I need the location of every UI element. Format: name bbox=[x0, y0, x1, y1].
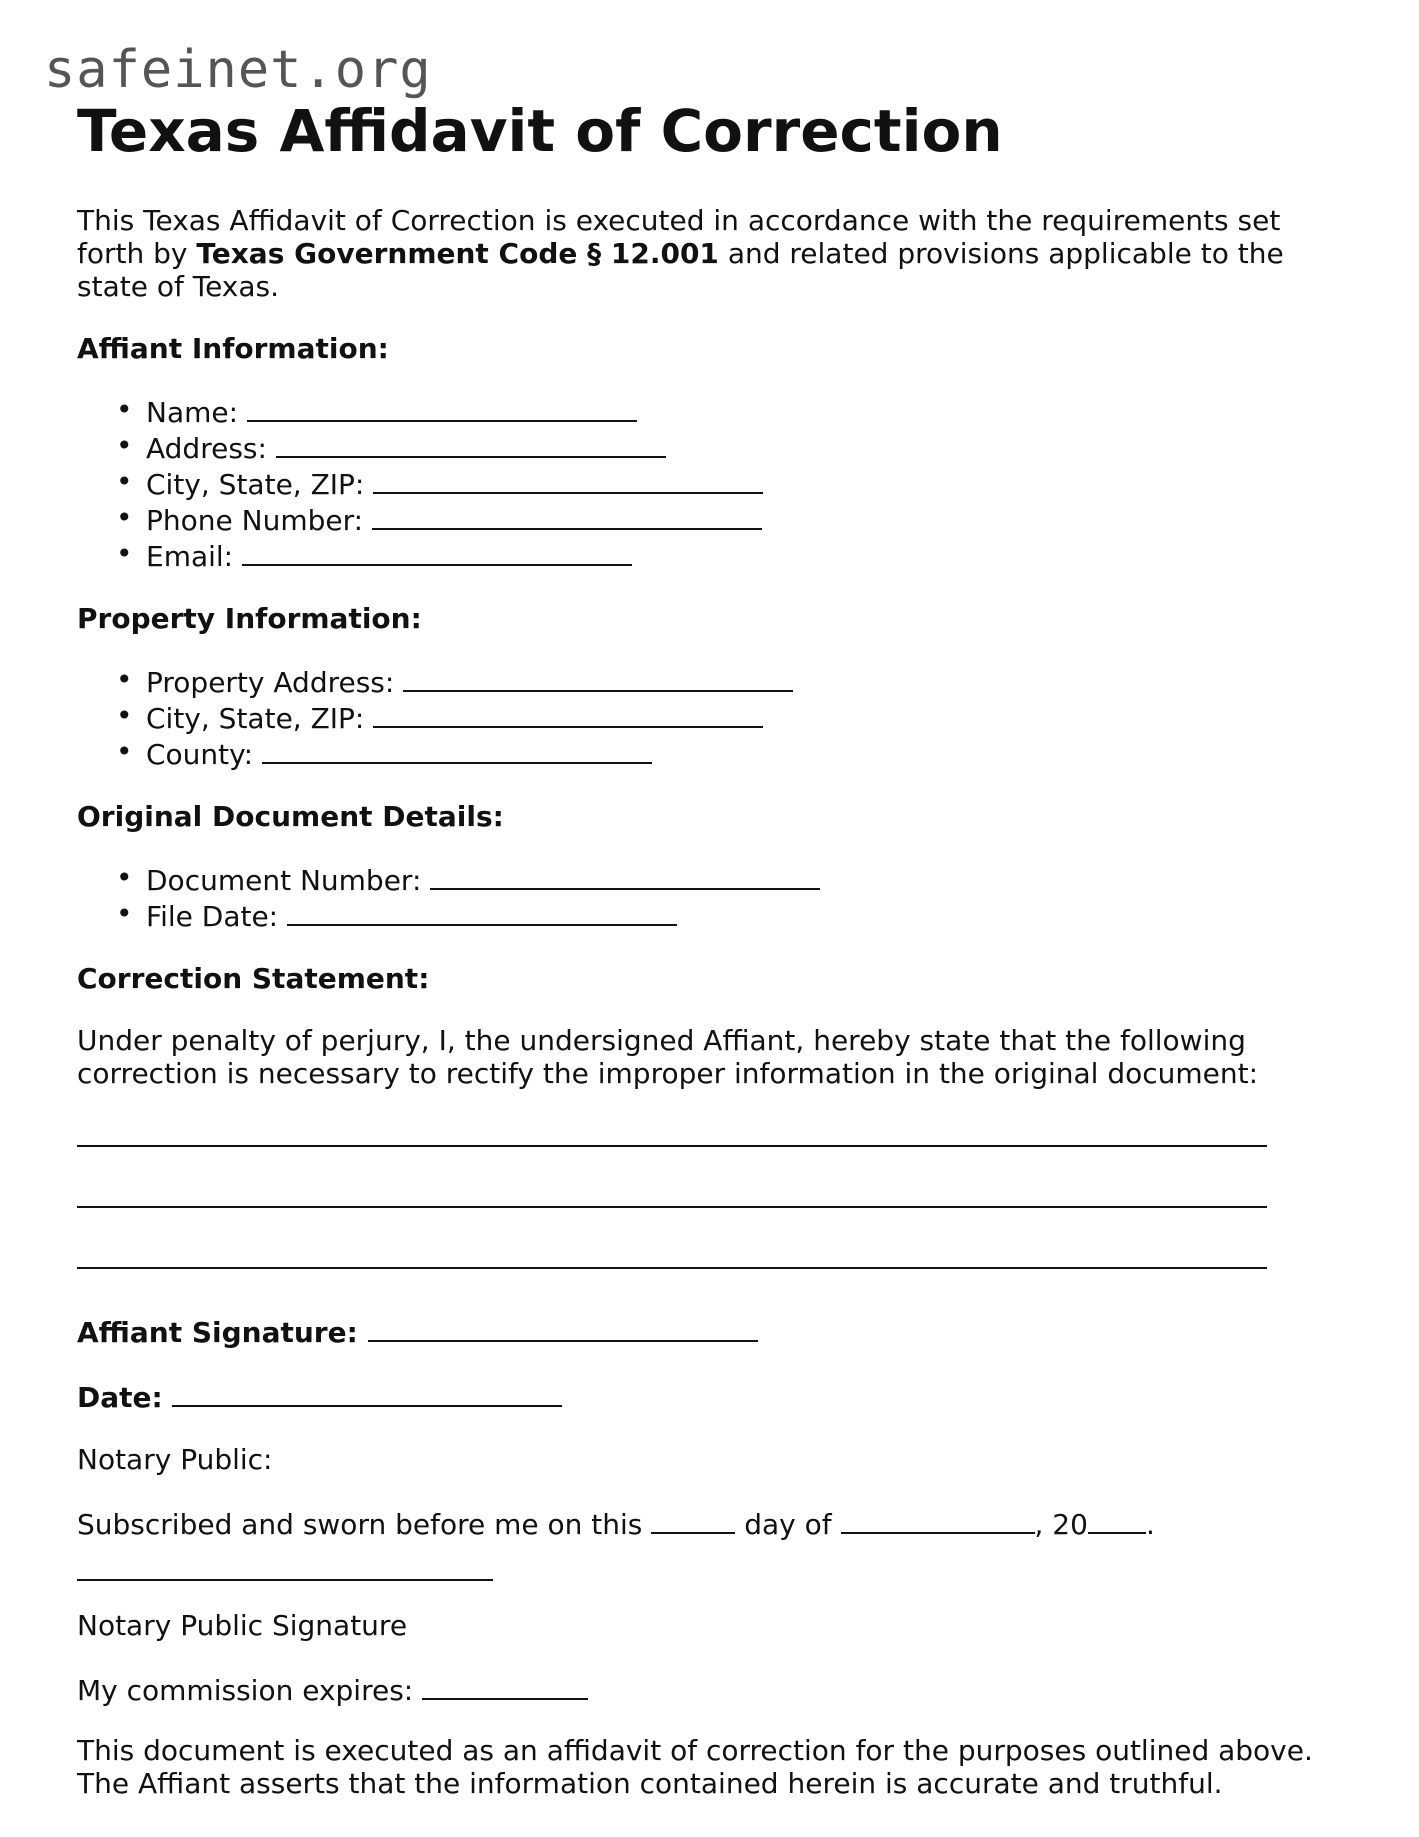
affiant-heading: Affiant Information: bbox=[77, 331, 389, 365]
day-blank[interactable] bbox=[651, 1505, 735, 1534]
phone-blank[interactable] bbox=[372, 501, 762, 530]
field-document-number bbox=[146, 861, 1347, 897]
watermark: safeinet.org bbox=[44, 40, 432, 100]
date-label: Date: bbox=[77, 1380, 163, 1414]
address-blank[interactable] bbox=[276, 429, 666, 458]
email-blank[interactable] bbox=[242, 537, 632, 566]
field-county bbox=[146, 735, 1347, 771]
document-title: Texas Affidavit of Correction bbox=[77, 97, 1003, 165]
notary-signature-label: Notary Public Signature bbox=[77, 1608, 408, 1642]
closing-paragraph: This document is executed as an affidavit of correction for the purposes outlined above. The Affiant asserts that the information contained herein is accurate and truthful. bbox=[77, 1733, 1313, 1800]
property-address-blank[interactable] bbox=[403, 663, 793, 692]
field-label: Address: bbox=[146, 431, 267, 465]
sworn-statement bbox=[77, 1505, 1347, 1541]
field-label: County: bbox=[146, 737, 254, 771]
commission-row bbox=[77, 1671, 1347, 1707]
property-city-state-zip-blank[interactable] bbox=[373, 699, 763, 728]
field-label: City, State, ZIP: bbox=[146, 467, 365, 501]
county-blank[interactable] bbox=[262, 735, 652, 764]
affiant-signature-row bbox=[77, 1313, 1347, 1349]
intro-text-before: This Texas Affidavit of Correction is executed in accordance with the requirements set forth by bbox=[77, 203, 1281, 270]
name-blank[interactable] bbox=[247, 393, 637, 422]
correction-line-1[interactable] bbox=[77, 1145, 1267, 1147]
document-number-blank[interactable] bbox=[430, 861, 820, 890]
field-label: Name: bbox=[146, 395, 239, 429]
field-property-city-state-zip bbox=[146, 699, 1347, 735]
correction-line-2[interactable] bbox=[77, 1206, 1267, 1208]
sworn-end: . bbox=[1145, 1507, 1155, 1541]
field-label: Phone Number: bbox=[146, 503, 364, 537]
affidavit-document bbox=[77, 97, 1347, 1800]
property-fields bbox=[77, 663, 1347, 771]
commission-label: My commission expires: bbox=[77, 1673, 414, 1707]
notary-signature-line[interactable] bbox=[77, 1579, 493, 1581]
original-document-heading: Original Document Details: bbox=[77, 799, 504, 833]
commission-blank[interactable] bbox=[422, 1671, 588, 1700]
affiant-signature-blank[interactable] bbox=[368, 1313, 758, 1342]
field-name bbox=[146, 393, 1347, 429]
original-document-fields bbox=[77, 861, 1347, 933]
sworn-day-of: day of bbox=[744, 1507, 832, 1541]
field-label: Email: bbox=[146, 539, 234, 573]
statute-reference: Texas Government Code § 12.001 bbox=[196, 236, 719, 270]
field-label: City, State, ZIP: bbox=[146, 701, 365, 735]
field-address bbox=[146, 429, 1347, 465]
correction-lines bbox=[77, 1145, 1347, 1269]
field-label: Property Address: bbox=[146, 665, 395, 699]
affiant-signature-label: Affiant Signature: bbox=[77, 1315, 358, 1349]
field-file-date bbox=[146, 897, 1347, 933]
correction-line-3[interactable] bbox=[77, 1267, 1267, 1269]
notary-heading: Notary Public: bbox=[77, 1442, 273, 1476]
city-state-zip-blank[interactable] bbox=[373, 465, 763, 494]
field-property-address bbox=[146, 663, 1347, 699]
field-label: File Date: bbox=[146, 899, 279, 933]
correction-statement: Under penalty of perjury, I, the undersigned Affiant, hereby state that the following correction is necessary to rectify the improper information in the original document: bbox=[77, 1023, 1259, 1090]
field-phone bbox=[146, 501, 1347, 537]
date-row bbox=[77, 1378, 1347, 1414]
field-email bbox=[146, 537, 1347, 573]
year-blank[interactable] bbox=[1088, 1505, 1146, 1534]
intro-text-after: and related provisions applicable to the state of Texas. bbox=[77, 236, 1284, 303]
affiant-fields bbox=[77, 393, 1347, 573]
property-heading: Property Information: bbox=[77, 601, 422, 635]
sworn-year-prefix: , 20 bbox=[1034, 1507, 1088, 1541]
month-blank[interactable] bbox=[841, 1505, 1035, 1534]
intro-paragraph bbox=[77, 204, 1317, 303]
field-city-state-zip bbox=[146, 465, 1347, 501]
sworn-prefix: Subscribed and sworn before me on this bbox=[77, 1507, 643, 1541]
correction-heading: Correction Statement: bbox=[77, 961, 430, 995]
date-blank[interactable] bbox=[172, 1378, 562, 1407]
file-date-blank[interactable] bbox=[287, 897, 677, 926]
field-label: Document Number: bbox=[146, 863, 422, 897]
